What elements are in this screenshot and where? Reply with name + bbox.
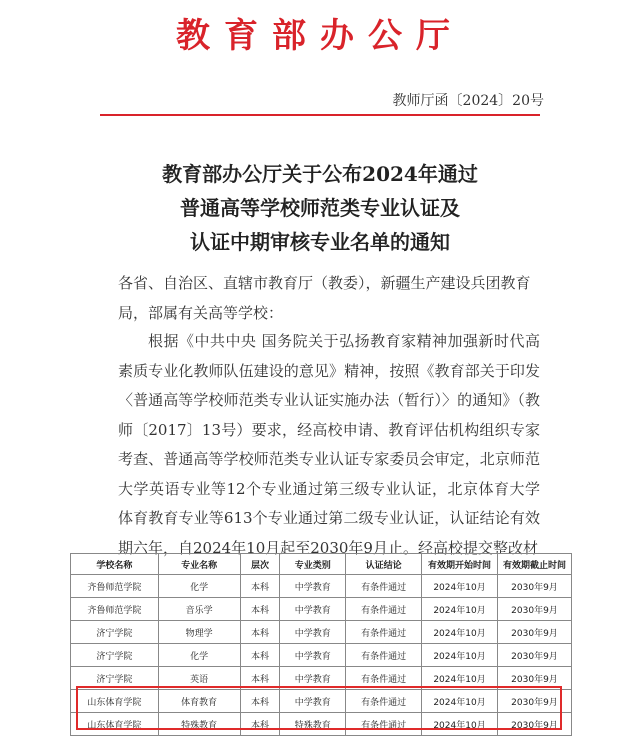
cell-major: 特殊教育 (158, 713, 240, 736)
col-header-result: 认证结论 (346, 554, 422, 575)
cell-school: 济宁学院 (71, 644, 159, 667)
cell-start: 2024年10月 (422, 690, 498, 713)
cell-start: 2024年10月 (422, 644, 498, 667)
cell-result: 有条件通过 (346, 575, 422, 598)
cell-school: 齐鲁师范学院 (71, 598, 159, 621)
cell-level: 本科 (240, 667, 280, 690)
cell-category: 中学教育 (280, 598, 346, 621)
cell-level: 本科 (240, 575, 280, 598)
title-line-3: 认证中期审核专业名单的通知 (190, 230, 450, 254)
document-number: 教师厅函〔2024〕20号 (392, 93, 544, 109)
cell-start: 2024年10月 (422, 621, 498, 644)
table-row (71, 690, 572, 713)
document-title (0, 157, 640, 259)
cell-category: 中学教育 (280, 690, 346, 713)
result-table-container (70, 553, 572, 755)
cell-level: 本科 (240, 621, 280, 644)
col-header-start: 有效期开始时间 (422, 554, 498, 575)
col-header-category: 专业类别 (280, 554, 346, 575)
cell-end: 2030年9月 (497, 598, 571, 621)
cell-result: 有条件通过 (346, 713, 422, 736)
cell-result: 有条件通过 (346, 690, 422, 713)
cell-start: 2024年10月 (422, 598, 498, 621)
col-header-end: 有效期截止时间 (497, 554, 571, 575)
result-table (70, 553, 572, 736)
document-header: 教育部办公厅 (176, 16, 464, 56)
table-row (71, 644, 572, 667)
table-row (71, 598, 572, 621)
cell-school: 山东体育学院 (71, 690, 159, 713)
cell-start: 2024年10月 (422, 575, 498, 598)
cell-category: 中学教育 (280, 575, 346, 598)
addressee: 各省、自治区、直辖市教育厅（教委），新疆生产建设兵团教育局，部属有关高等学校： (118, 274, 531, 322)
cell-category: 中学教育 (280, 644, 346, 667)
cell-end: 2030年9月 (497, 690, 571, 713)
cell-school: 济宁学院 (71, 621, 159, 644)
header-divider (100, 114, 540, 116)
cell-major: 化学 (158, 575, 240, 598)
col-header-school: 学校名称 (71, 554, 159, 575)
table-row (71, 667, 572, 690)
cell-start: 2024年10月 (422, 667, 498, 690)
cell-major: 英语 (158, 667, 240, 690)
table-row (71, 575, 572, 598)
cell-end: 2030年9月 (497, 644, 571, 667)
cell-major: 物理学 (158, 621, 240, 644)
cell-result: 有条件通过 (346, 598, 422, 621)
table-header-row (71, 554, 572, 575)
cell-level: 本科 (240, 644, 280, 667)
cell-category: 特殊教育 (280, 713, 346, 736)
body-paragraph: 根据《中共中央 国务院关于弘扬教育家精神加强新时代高素质专业化教师队伍建设的意见》精神，按照《教育部关于印发〈普通高等学校师范类专业认证实施办法（暂行）〉的通知》（教师〔2017〕13号）要求，经高校申请、教育评估机构组织专家考查、普通高等学校师范类专业认证专家委员会审定，北京师范大学英语专业等12个专业通过第三级专业认证，北京体育大学体育教育专业等613个专业通过第二级专业认证，认证结论有效期六年，自2024年10月起至2030年9月止。经高校提交整改材 (118, 332, 540, 557)
cell-major: 音乐学 (158, 598, 240, 621)
title-line-2: 普通高等学校师范类专业认证及 (180, 196, 460, 220)
cell-result: 有条件通过 (346, 644, 422, 667)
col-header-level: 层次 (240, 554, 280, 575)
cell-end: 2030年9月 (497, 713, 571, 736)
cell-category: 中学教育 (280, 621, 346, 644)
cell-major: 化学 (158, 644, 240, 667)
cell-end: 2030年9月 (497, 667, 571, 690)
cell-level: 本科 (240, 598, 280, 621)
table-row (71, 713, 572, 736)
cell-end: 2030年9月 (497, 621, 571, 644)
cell-school: 山东体育学院 (71, 713, 159, 736)
cell-level: 本科 (240, 713, 280, 736)
cell-school: 济宁学院 (71, 667, 159, 690)
cell-school: 齐鲁师范学院 (71, 575, 159, 598)
cell-start: 2024年10月 (422, 713, 498, 736)
cell-level: 本科 (240, 690, 280, 713)
cell-major: 体育教育 (158, 690, 240, 713)
cell-category: 中学教育 (280, 667, 346, 690)
cell-end: 2030年9月 (497, 575, 571, 598)
cell-result: 有条件通过 (346, 667, 422, 690)
cell-result: 有条件通过 (346, 621, 422, 644)
table-row (71, 621, 572, 644)
title-line-1: 教育部办公厅关于公布2024年通过 (162, 162, 478, 186)
col-header-major: 专业名称 (158, 554, 240, 575)
